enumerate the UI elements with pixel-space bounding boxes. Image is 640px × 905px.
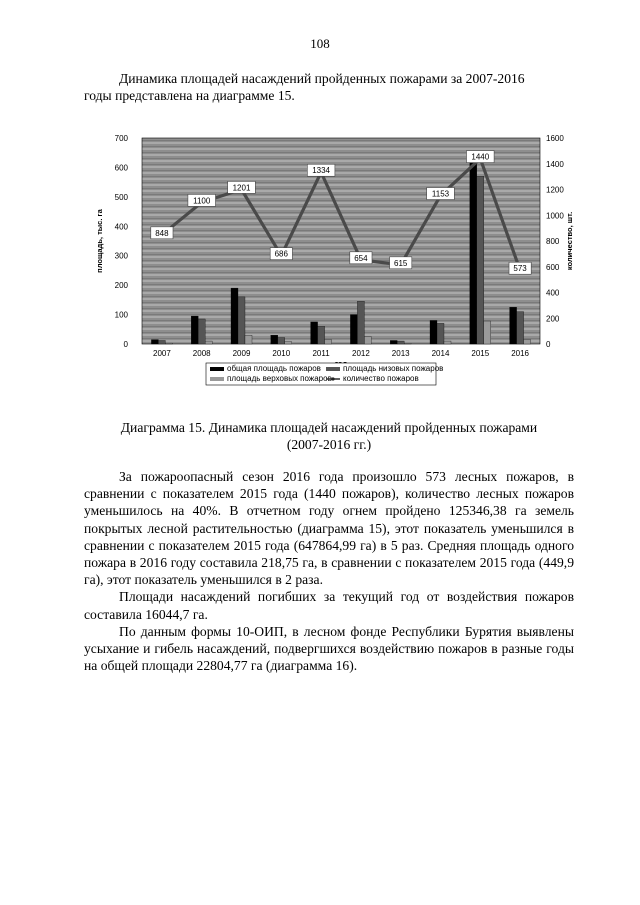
bar-2016-s1 [517,312,524,344]
x-tick-2013: 2013 [391,349,410,358]
caption-line-2: (2007-2016 гг.) [286,437,372,452]
data-label-2010: 686 [274,249,288,259]
legend-swatch-2 [210,377,224,381]
right-tick-400: 400 [546,288,560,298]
bar-2016-s2 [524,340,531,344]
data-label-2016: 573 [513,264,527,274]
intro-line-2: годы представлена на диаграмме 15. [84,88,295,103]
intro-paragraph [84,70,574,104]
left-tick-100: 100 [114,310,128,320]
bar-2008-s0 [191,316,198,344]
bar-2011-s2 [325,340,332,344]
bar-2007-s1 [158,340,165,344]
right-tick-800: 800 [546,237,560,246]
intro-line-1: Динамика площадей насаждений пройденных пожарами за 2007-2016 [119,71,525,86]
left-tick-700: 700 [114,134,128,143]
chart-caption [84,419,574,453]
x-tick-2009: 2009 [232,349,251,358]
paragraph-dead-stands: Площади насаждений погибших за текущий год от воздействия пожаров составила 16044,7 га. [84,589,574,622]
bar-2014-s0 [430,320,437,344]
paragraph-10-oip: По данным формы 10-ОИП, в лесном фонде Республики Бурятия выявлены усыхание и гибель насаждений, подвергшихся воздействию пожаров в разные годы на общей площади 22804,77 га (диаграмма 16). [84,623,574,674]
left-tick-400: 400 [114,222,128,232]
legend-swatch-0 [210,367,224,371]
bar-2015-s0 [470,153,477,344]
bar-2012-s1 [357,301,364,344]
legend-marker-3 [331,377,334,380]
data-label-2015: 1440 [471,152,490,162]
bar-2007-s2 [165,343,172,344]
bar-2016-s0 [510,307,517,344]
legend-swatch-1 [326,367,340,371]
bar-2008-s1 [198,319,205,344]
bar-2015-s1 [477,176,484,344]
data-label-2014: 1153 [431,189,450,199]
left-tick-600: 600 [114,163,128,173]
x-tick-2012: 2012 [352,349,370,358]
bar-2014-s1 [437,323,444,344]
paragraph-fires-2016: За пожароопасный сезон 2016 года произошло 573 лесных пожаров, в сравнении с показателем 2015 года (1440 пожаров), количество лесных пожаров уменьшилось на 40%. В отчетном году огнем пройдено 125346,38 га земель покрытых лесной растительностью (диаграмма 15), этот показатель уменьшился в сравнении с показателем 2015 года (647864,99 га) в 5 раз. Средняя площадь одного пожара в 2016 году составила 218,75 га, в сравнении с показателем 2015 года (449,9 га), этот показатель уменьшился в 2 раза. [84,469,574,588]
bar-2009-s0 [231,288,238,344]
bar-2013-s2 [404,343,411,344]
right-tick-1600: 1600 [546,134,564,143]
data-label-2008: 1100 [193,196,211,206]
bar-2010-s2 [285,342,292,344]
caption-line-1: Диаграмма 15. Динамика площадей насаждений пройденных пожарами [120,420,538,435]
data-label-2007: 848 [155,228,169,238]
x-tick-2007: 2007 [153,349,171,358]
bar-2010-s0 [271,335,278,344]
bar-2008-s2 [205,341,212,344]
left-tick-200: 200 [114,281,128,291]
x-tick-2014: 2014 [431,349,450,358]
left-tick-500: 500 [114,192,128,202]
y-axis-right-label: количество, шт. [565,211,574,271]
bar-2013-s1 [397,341,404,344]
x-tick-2015: 2015 [471,349,490,358]
bar-2014-s2 [444,341,451,344]
bar-2013-s0 [390,340,397,344]
right-tick-0: 0 [546,340,551,349]
body-text [84,468,574,674]
legend-label-0: общая площадь пожаров [227,364,321,373]
right-tick-1000: 1000 [546,211,564,221]
bar-2011-s1 [318,326,325,344]
data-label-2012: 654 [354,253,368,263]
bar-2009-s1 [238,297,245,344]
bar-2012-s0 [350,315,357,344]
bar-2007-s0 [151,340,158,344]
bar-2011-s0 [311,322,318,344]
chart-svg [90,130,574,400]
chart-legend [206,363,443,385]
x-tick-2008: 2008 [192,349,211,358]
fire-area-chart [90,130,574,400]
right-tick-600: 600 [546,262,560,272]
x-tick-2016: 2016 [511,349,529,358]
x-tick-2010: 2010 [272,349,291,358]
legend-label-2: площадь верховых пожаров [227,374,332,383]
right-tick-1400: 1400 [546,159,564,169]
right-tick-1200: 1200 [546,185,564,195]
legend-label-3: количество пожаров [343,374,419,383]
data-label-2009: 1201 [232,183,251,193]
page-number: 108 [310,36,330,51]
y-axis-label: площадь, тыс. га [95,209,104,273]
left-tick-0: 0 [123,340,128,349]
bar-2015-s2 [484,321,491,344]
bar-2010-s1 [278,338,285,344]
left-tick-300: 300 [114,251,128,261]
bar-2012-s2 [364,337,371,344]
legend-label-1: площадь низовых пожаров [343,364,444,373]
x-tick-2011: 2011 [312,349,330,358]
data-label-2011: 1334 [312,166,330,176]
data-label-2013: 615 [394,258,408,268]
bar-2009-s2 [245,335,252,344]
right-tick-200: 200 [546,314,560,324]
